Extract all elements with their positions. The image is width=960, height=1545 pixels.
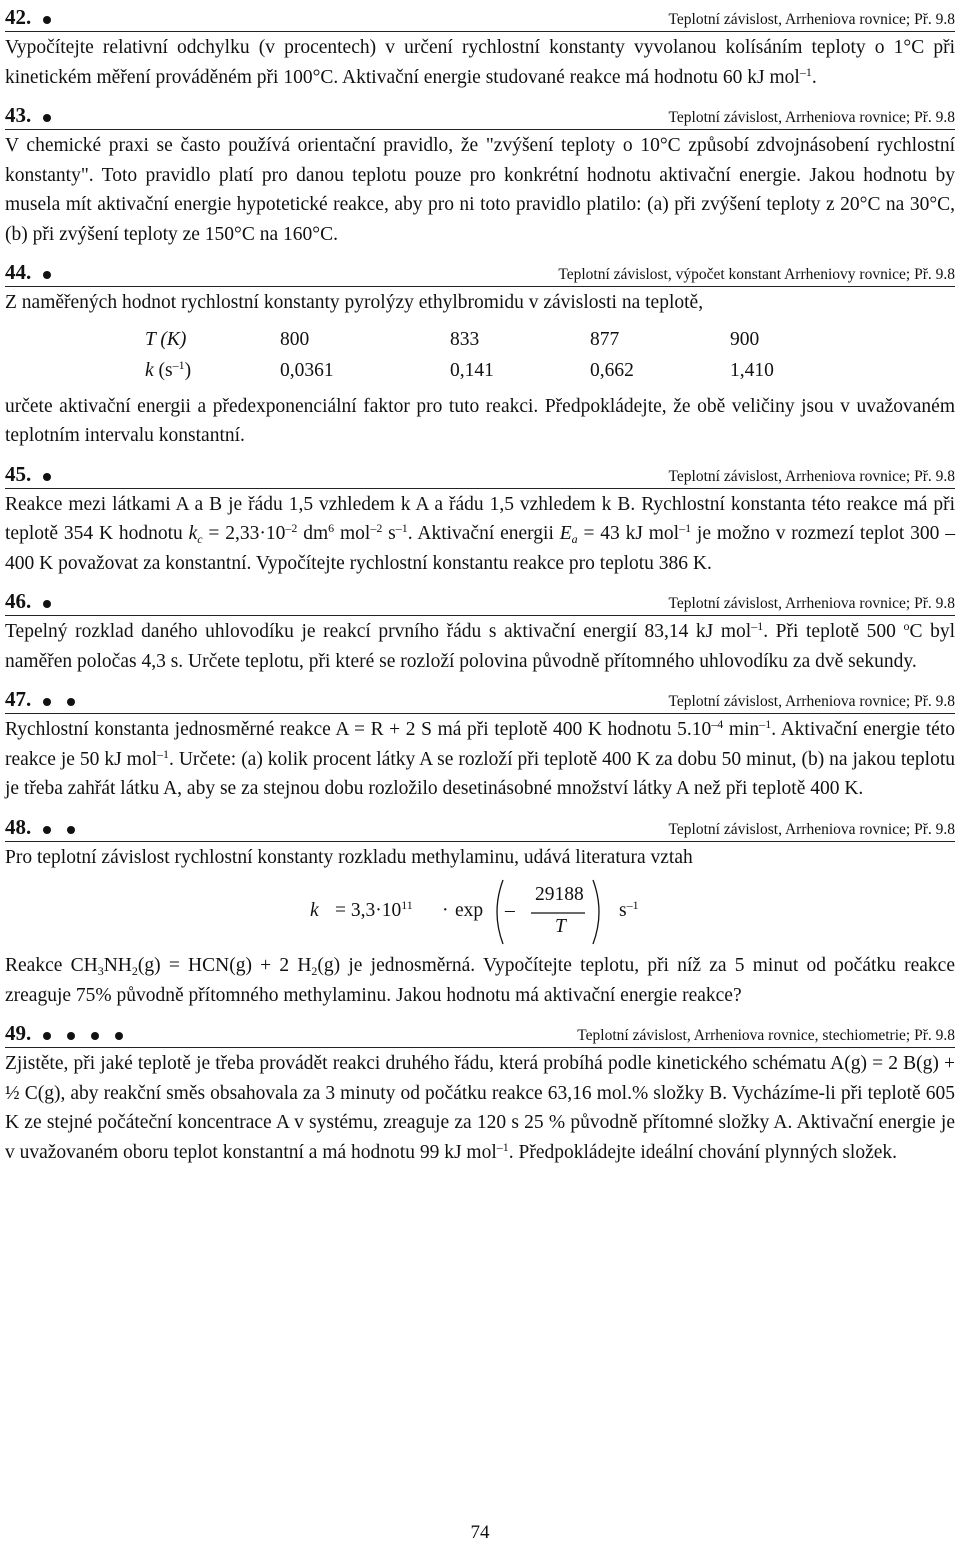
difficulty-dot-icon xyxy=(115,1032,123,1040)
formula-unit: s xyxy=(619,900,627,921)
formula-dot: · xyxy=(442,900,449,921)
difficulty-dots xyxy=(43,16,67,24)
problem-number: 48. xyxy=(5,814,32,839)
table-cell: 0,141 xyxy=(450,359,494,381)
table-cell: 0,0361 xyxy=(280,359,334,381)
formula-exponent: 11 xyxy=(401,898,413,912)
difficulty-dots xyxy=(43,600,67,608)
difficulty-dot-icon xyxy=(67,1032,75,1040)
problem-number: 43. xyxy=(5,103,32,127)
formula-unit-exp: –1 xyxy=(626,898,639,912)
problem-header xyxy=(5,100,955,130)
data-table xyxy=(145,324,955,386)
difficulty-dot-icon xyxy=(43,698,51,706)
problem-text: Reakce mezi látkami A a B je řádu 1,5 vzhledem k A a řádu 1,5 vzhledem k B. Rychlostní konstanta této reakce má při teplotě 354 K hodnotu $k_c = 2,33\cdot 10^{-2}$ $dm^6$ mol$^{-2}$ $s^{-1}$. Aktivační energii $E_a = 43$ kJ mol$^{-1}$ je možno v rozmezí teplot 300 – 400 K považovat za konstantní. Vypočítejte rychlostní konstantu reakce pro teplotu 386 K. xyxy=(5,493,955,574)
problem-topic: Teplotní závislost, Arrheniova rovnice; Př. 9.8 xyxy=(668,595,955,612)
problem-number: 46. xyxy=(5,589,32,613)
difficulty-dot-icon xyxy=(43,271,51,279)
problem-header xyxy=(5,586,955,616)
problem-topic: Teplotní závislost, Arrheniova rovnice; Př. 9.8 xyxy=(668,820,955,838)
problem-header xyxy=(5,257,955,287)
difficulty-dots xyxy=(43,114,67,122)
table-cell: 0,662 xyxy=(590,359,634,381)
difficulty-dot-icon xyxy=(67,698,75,706)
problem-43 xyxy=(5,100,955,249)
difficulty-dot-icon xyxy=(43,826,51,834)
arrhenius-formula xyxy=(5,872,955,950)
problem-text: Tepelný rozklad daného uhlovodíku je reakcí prvního řádu s aktivační energií 83,14 kJ mol$^{-1}$. Při teplotě 500 $^o$C byl naměřen poločas 4,3 s. Určete teplotu, při které se rozloží polovina původně přítomného uhlovodíku za dvě sekundy. xyxy=(5,619,955,672)
problem-text: Zjistěte, při jaké teplotě je třeba provádět reakci druhého řádu, která probíhá podle kinetického schématu A(g) = 2 B(g) + ½ C(g), aby reakční směs obsahovala za 3 minuty od počátku reakce 63,16 mol.% složky B. Vycházíme-li při teplotě 605 K ze stejné počáteční koncentrace A v systému, zreaguje za 120 s 25 % původně přítomné složky A. Aktivační energie je v uvažovaném oboru teplot konstantní a má hodnotu 99 kJ mol$^{-1}$. Předpokládejte ideální chování plynných složek. xyxy=(5,1053,955,1163)
table-cell: 833 xyxy=(450,328,480,350)
problem-number: 49. xyxy=(5,1021,32,1045)
difficulty-dots xyxy=(43,698,91,706)
problem-42 xyxy=(5,2,955,92)
problem-topic: Teplotní závislost, Arrheniova rovnice, stechiometrie; Př. 9.8 xyxy=(577,1027,955,1044)
problem-text: Reakce $CH_3NH_2(g) = HCN(g) + 2$ $H_2(g)$ je jednosměrná. Vypočítejte teplotu, při níž za 5 minut od počátku reakce zreaguje 75% původně přítomného methylaminu. Jakou hodnotu má aktivační energie reakce? xyxy=(5,955,955,1006)
problem-intro: Z naměřených hodnot rychlostní konstanty pyrolýzy ethylbromidu v závislosti na teplotě, xyxy=(5,292,704,313)
table-row-label: k $(s^{-1})$ xyxy=(145,357,192,381)
formula-minus: – xyxy=(505,900,515,921)
problem-49 xyxy=(5,1018,955,1167)
problem-45 xyxy=(5,459,955,579)
problem-text: Rychlostní konstanta jednosměrné reakce A = R + 2 S má při teplotě 400 K hodnotu $5.10^{-4}$ $\min^{-1}$. Aktivační energie této reakce je 50 kJ mol$^{-1}$. Určete: (a) kolik procent látky A se rozloží při teplotě 400 K za dobu 50 minut, (b) na jakou teplotu je třeba zahřát látku A, aby se za stejnou dobu rozložilo desetinásobné množství látky A než při teplotě 400 K. xyxy=(5,717,955,799)
problem-header xyxy=(5,812,955,842)
page-number: 74 xyxy=(470,1522,490,1543)
problem-topic: Teplotní závislost, Arrheniova rovnice; Př. 9.8 xyxy=(668,11,955,28)
difficulty-dot-icon xyxy=(43,473,51,481)
difficulty-dots xyxy=(43,473,67,481)
page xyxy=(5,0,955,1167)
problem-number: 42. xyxy=(5,5,32,29)
problem-topic: Teplotní závislost, Arrheniova rovnice; Př. 9.8 xyxy=(668,693,955,710)
formula-prefactor: = 3,3·10 xyxy=(335,900,402,921)
difficulty-dots xyxy=(43,826,91,834)
problem-header xyxy=(5,459,955,489)
problem-number: 47. xyxy=(5,687,32,711)
problem-topic: Teplotní závislost, Arrheniova rovnice; Př. 9.8 xyxy=(668,467,955,485)
problem-48 xyxy=(5,812,955,1011)
difficulty-dot-icon xyxy=(67,826,75,834)
problem-outro: určete aktivační energii a předexponenciální faktor pro tuto reakci. Předpokládejte, že obě veličiny jsou v uvažovaném teplotním intervalu konstantní. xyxy=(5,395,955,446)
formula-denominator: T xyxy=(555,916,566,937)
difficulty-dots xyxy=(43,1032,139,1040)
table-cell: 1,410 xyxy=(730,359,774,381)
difficulty-dot-icon xyxy=(43,1032,51,1040)
problem-topic: Teplotní závislost, Arrheniova rovnice; Př. 9.8 xyxy=(668,109,955,126)
difficulty-dot-icon xyxy=(91,1032,99,1040)
formula-lhs: k xyxy=(310,900,319,921)
formula-numerator: 29188 xyxy=(535,884,584,905)
problem-number: 45. xyxy=(5,461,32,486)
difficulty-dot-icon xyxy=(43,114,51,122)
formula-func: exp xyxy=(455,900,484,921)
problem-intro: Pro teplotní závislost rychlostní konstanty rozkladu methylaminu, udává literatura vztah xyxy=(5,846,693,868)
problem-header xyxy=(5,684,955,714)
table-cell: 877 xyxy=(590,328,620,350)
table-cell: 800 xyxy=(280,328,310,350)
table-row-label: T (K) xyxy=(145,328,187,350)
problem-text: V chemické praxi se často používá orientační pravidlo, že "zvýšení teploty o 10°C způsobí zdvojnásobení rychlostní konstanty". Toto pravidlo platí pro danou teplotu pouze pro konkrétní hodnotu aktivační energie. Jakou hodnotu by musela mít aktivační energie hypotetické reakce, aby pro ni toto pravidlo platilo: (a) při zvýšení teploty z 20°C na 30°C, (b) při zvýšení teploty ze 150°C na 160°C. xyxy=(5,135,955,245)
problem-47 xyxy=(5,684,955,804)
difficulty-dots xyxy=(43,271,67,279)
problem-topic: Teplotní závislost, výpočet konstant Arrheniovy rovnice; Př. 9.8 xyxy=(558,266,955,283)
problem-header xyxy=(5,1018,955,1048)
problem-text: Vypočítejte relativní odchylku (v procentech) v určení rychlostní konstanty vyvolanou kolísáním teploty o 1°C při kinetickém měření prováděném při 100°C. Aktivační energie studované reakce má hodnotu 60 kJ mol$^{-1}$. xyxy=(5,37,955,88)
difficulty-dot-icon xyxy=(43,16,51,24)
problem-number: 44. xyxy=(5,260,32,284)
problem-header xyxy=(5,2,955,32)
table-cell: 900 xyxy=(730,328,760,350)
difficulty-dot-icon xyxy=(43,600,51,608)
problem-44 xyxy=(5,257,955,451)
problem-46 xyxy=(5,586,955,676)
